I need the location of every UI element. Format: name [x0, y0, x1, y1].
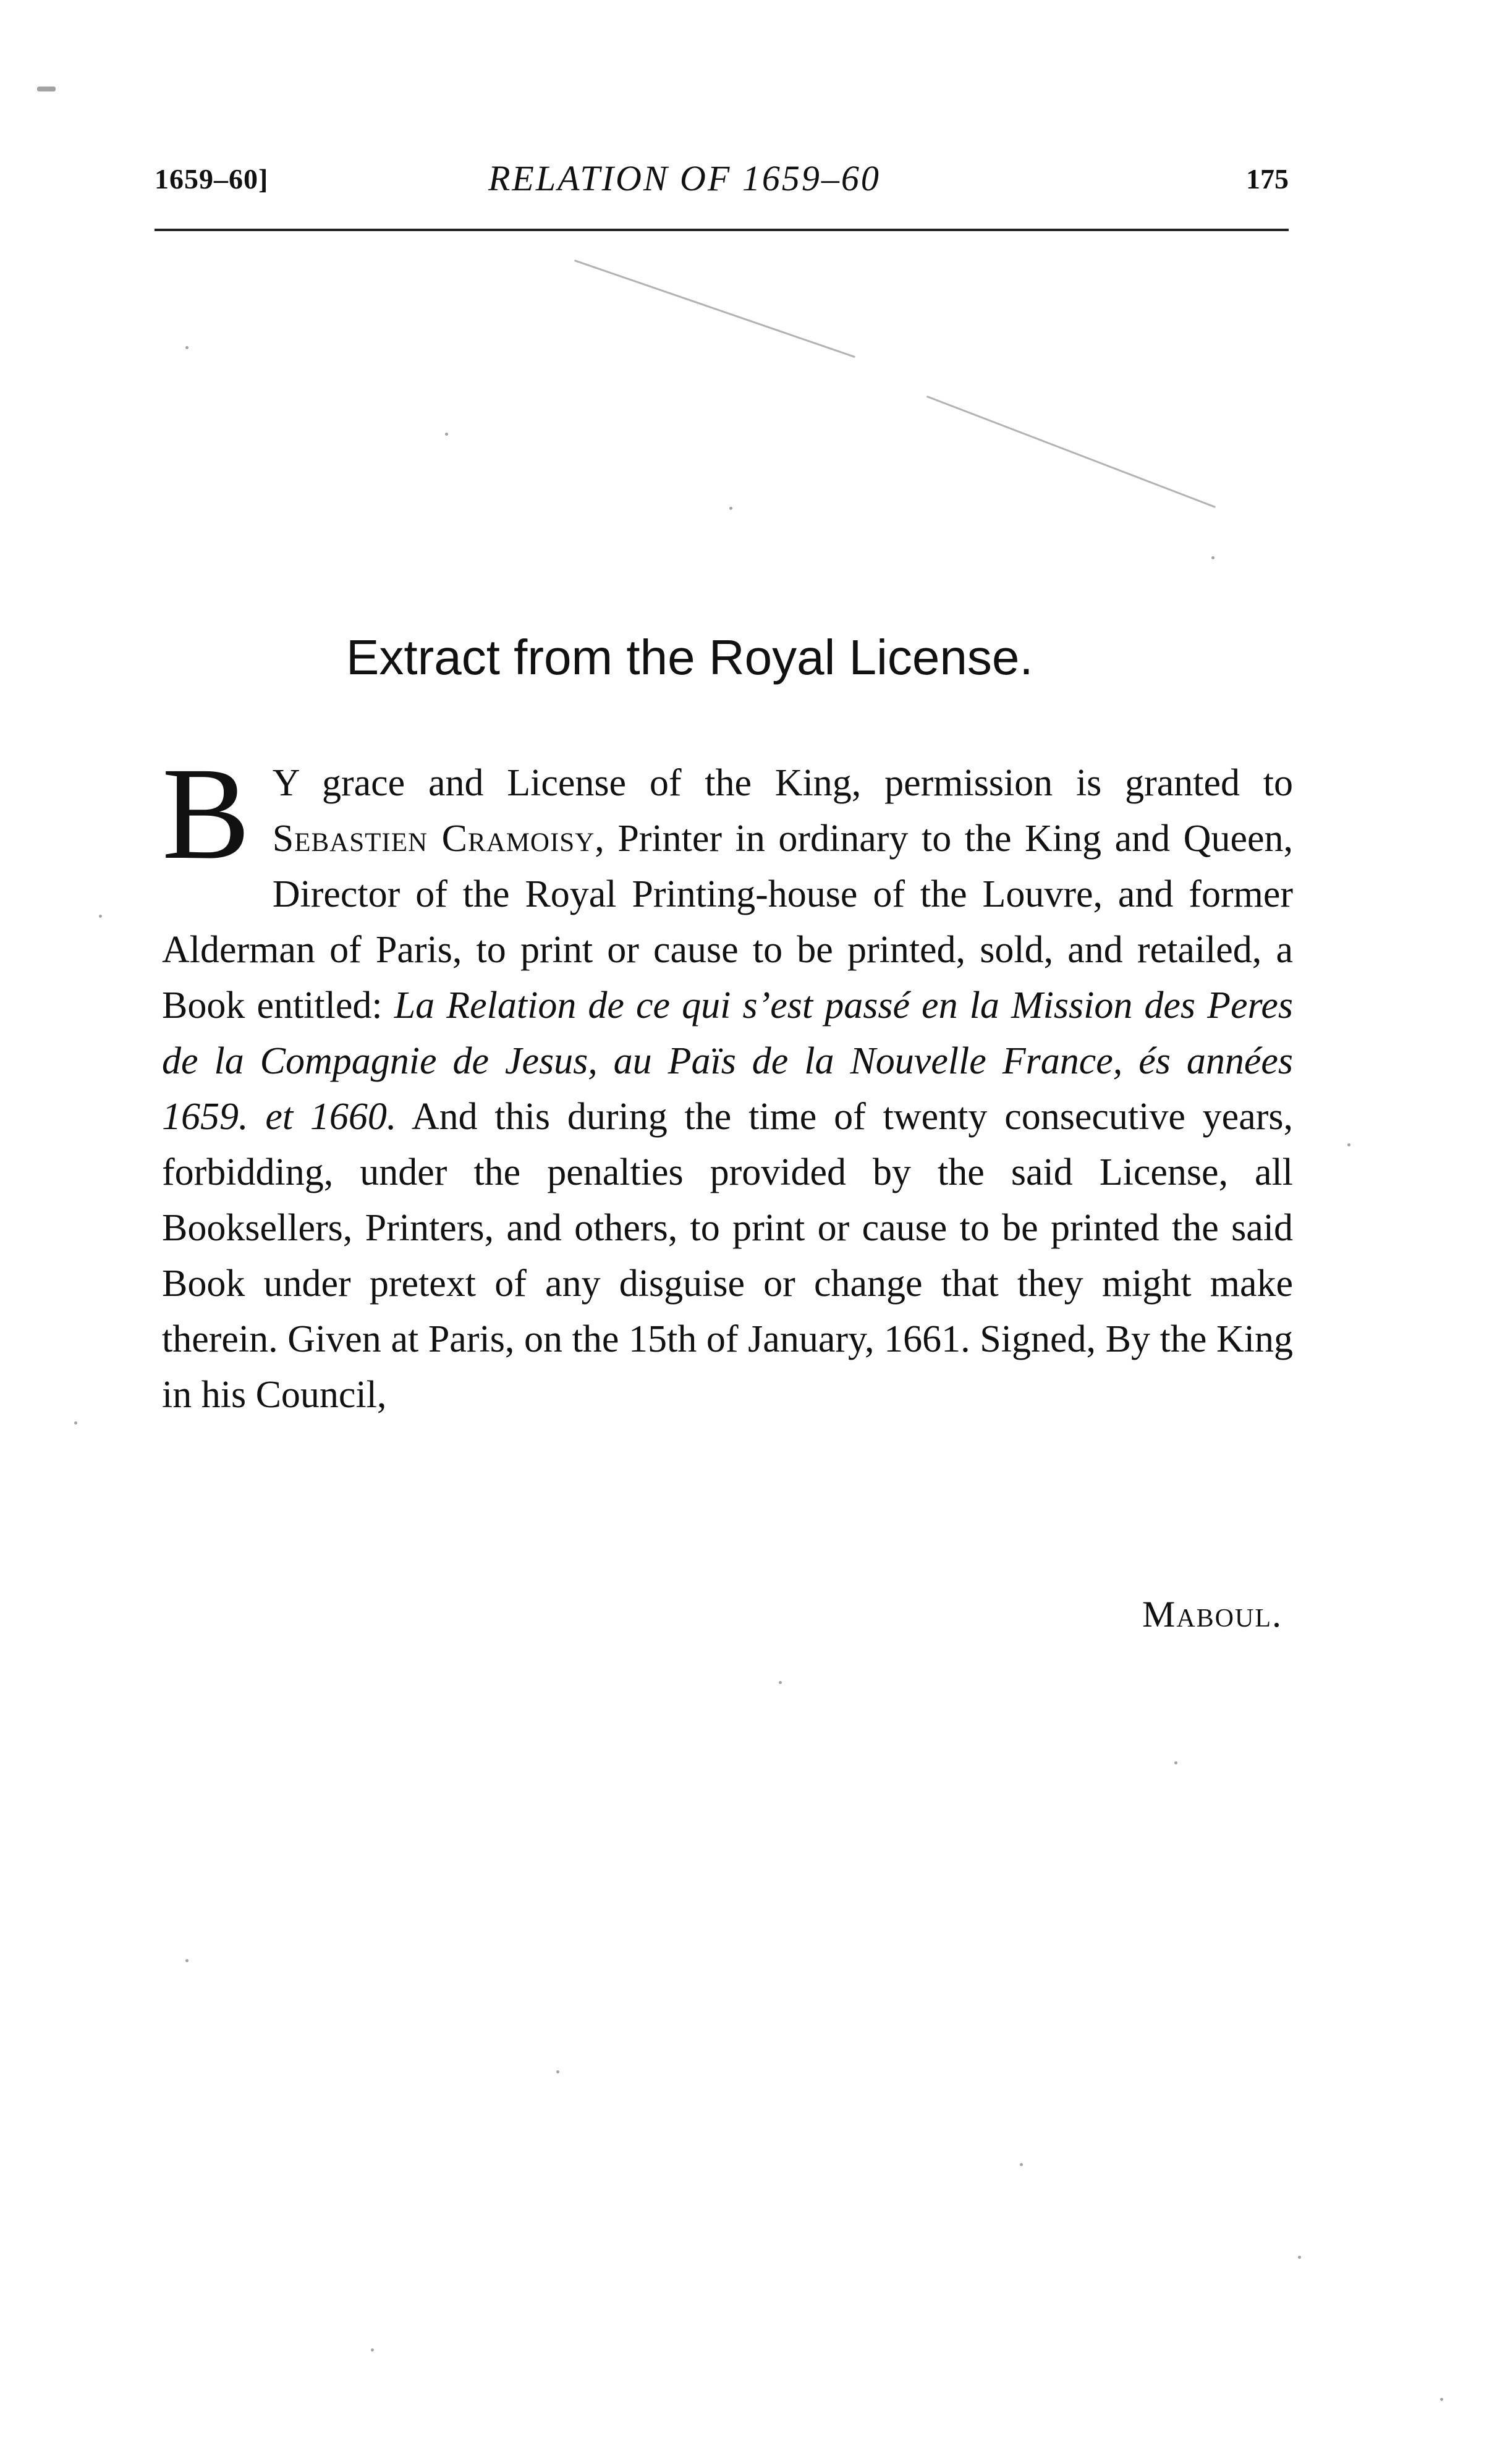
drop-cap: B: [162, 740, 250, 887]
scan-speck: [37, 87, 56, 91]
scan-speck: [185, 1959, 189, 1962]
section-title: Extract from the Royal License.: [346, 630, 1033, 685]
license-text-part-1: Y grace and License of the King, permission is granted to: [272, 762, 1293, 804]
scan-speck: [74, 1421, 77, 1425]
running-header: [155, 158, 1289, 207]
scan-speck: [99, 915, 102, 918]
scan-speck: [371, 2348, 374, 2352]
scan-artifact: [574, 260, 855, 358]
header-title: RELATION OF 1659–60: [488, 158, 881, 198]
scan-speck: [445, 433, 448, 436]
scan-speck: [185, 346, 189, 349]
scan-speck: [1440, 2398, 1443, 2401]
scan-speck: [779, 1681, 782, 1684]
scan-speck: [1174, 1761, 1177, 1764]
signature: Maboul.: [1142, 1594, 1282, 1635]
printer-name: Sebastien Cramoisy: [272, 818, 595, 860]
scan-speck: [729, 507, 732, 510]
scan-speck: [1347, 1143, 1350, 1146]
header-rule: [155, 229, 1289, 231]
scan-speck: [1211, 556, 1215, 559]
license-text-part-3: And this during the time of twenty consecutive years, forbidding, under the penalties provided by the said License, all Booksellers, Printers, and others, to print or cause to be printed the said Book under pretext of any disguise or change that they might make therein. Given at Paris, on the 15th of January, 1661. Signed, By the King in his Council,: [162, 1096, 1293, 1416]
book-title: La Relation de ce qui s’est passé en la Mission des Peres de la Compagnie de Jesus, au Païs de la Nouvelle France, és années 1659. et 1660.: [162, 984, 1294, 1138]
scan-speck: [1298, 2256, 1301, 2259]
scan-speck: [556, 2070, 559, 2073]
header-date-range: 1659–60]: [155, 163, 269, 195]
scan-speck: [1020, 2163, 1023, 2166]
scan-artifact: [926, 396, 1216, 508]
page-number: 175: [1246, 163, 1289, 195]
license-paragraph: [162, 740, 1294, 1423]
license-text-part-2: , Printer in ordinary to the King and Queen, Director of the Royal Printing-house of the Louvre, and former Alderman of Paris, to print or cause to be printed, sold, and retailed, a Book entitled:: [162, 818, 1293, 1027]
